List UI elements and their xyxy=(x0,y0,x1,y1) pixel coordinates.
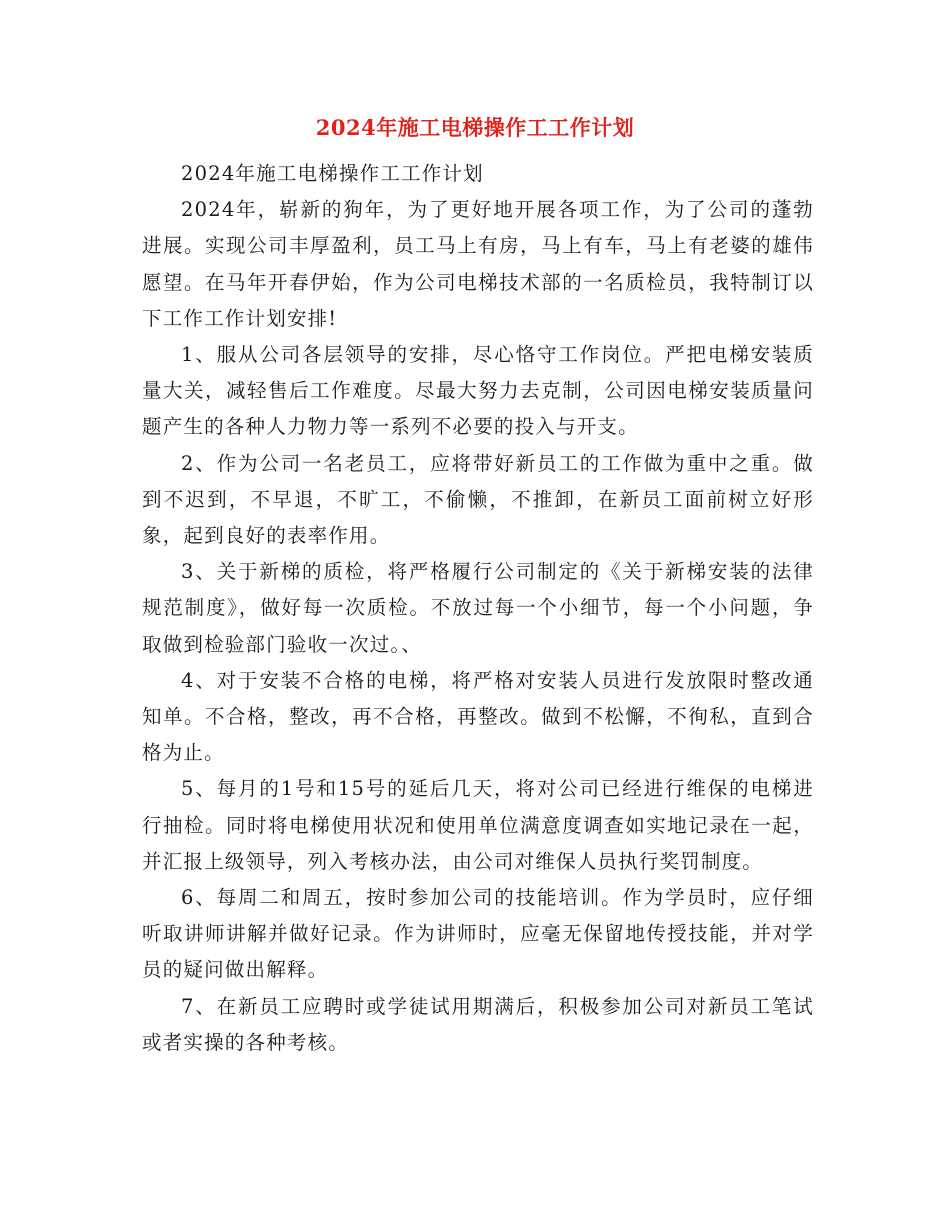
paragraph-item-5: 5、每月的1号和15号的延后几天，将对公司已经进行维保的电梯进行抽检。同时将电梯使用状况和使用单位满意度调查如实地记录在一起，并汇报上级领导，列入考核办法，由公司对维保人员执行奖罚制度。 xyxy=(142,777,814,873)
paragraph-item-2: 2、作为公司一名老员工，应将带好新员工的工作做为重中之重。做到不迟到，不早退，不旷工，不偷懒，不推卸，在新员工面前树立好形象，起到良好的表率作用。 xyxy=(142,451,814,548)
paragraph-item-4: 4、对于安装不合格的电梯，将严格对安装人员进行发放限时整改通知单。不合格，整改，再不合格，再整改。做到不松懈，不徇私，直到合格为止。 xyxy=(142,668,814,765)
paragraph-subtitle: 2024年施工电梯操作工工作计划 xyxy=(181,162,484,185)
paragraph-item-3: 3、关于新梯的质检，将严格履行公司制定的《关于新梯安装的法律规范制度》，做好每一次质检。不放过每一个小细节，每一个小问题，争取做到检验部门验收一次过。、 xyxy=(142,560,814,656)
paragraph-item-1: 1、服从公司各层领导的安排，尽心恪守工作岗位。严把电梯安装质量大关，减轻售后工作难度。尽最大努力去克制，公司因电梯安装质量问题产生的各种人力物力等一系列不必要的投入与开支。 xyxy=(142,343,814,439)
document-title: 2024年施工电梯操作工工作计划 xyxy=(315,115,635,140)
document-body xyxy=(142,156,814,1061)
paragraph-item-6: 6、每周二和周五，按时参加公司的技能培训。作为学员时，应仔细听取讲师讲解并做好记录。作为讲师时，应毫无保留地传授技能，并对学员的疑问做出解释。 xyxy=(142,886,814,982)
paragraph-item-7: 7、在新员工应聘时或学徒试用期满后，积极参加公司对新员工笔试或者实操的各种考核。 xyxy=(142,994,814,1054)
paragraph-intro: 2024年，崭新的狗年，为了更好地开展各项工作，为了公司的蓬勃进展。实现公司丰厚盈利，员工马上有房，马上有车，马上有老婆的雄伟愿望。在马年开春伊始，作为公司电梯技术部的一名质检员，我特制订以下工作工作计划安排! xyxy=(142,198,814,330)
